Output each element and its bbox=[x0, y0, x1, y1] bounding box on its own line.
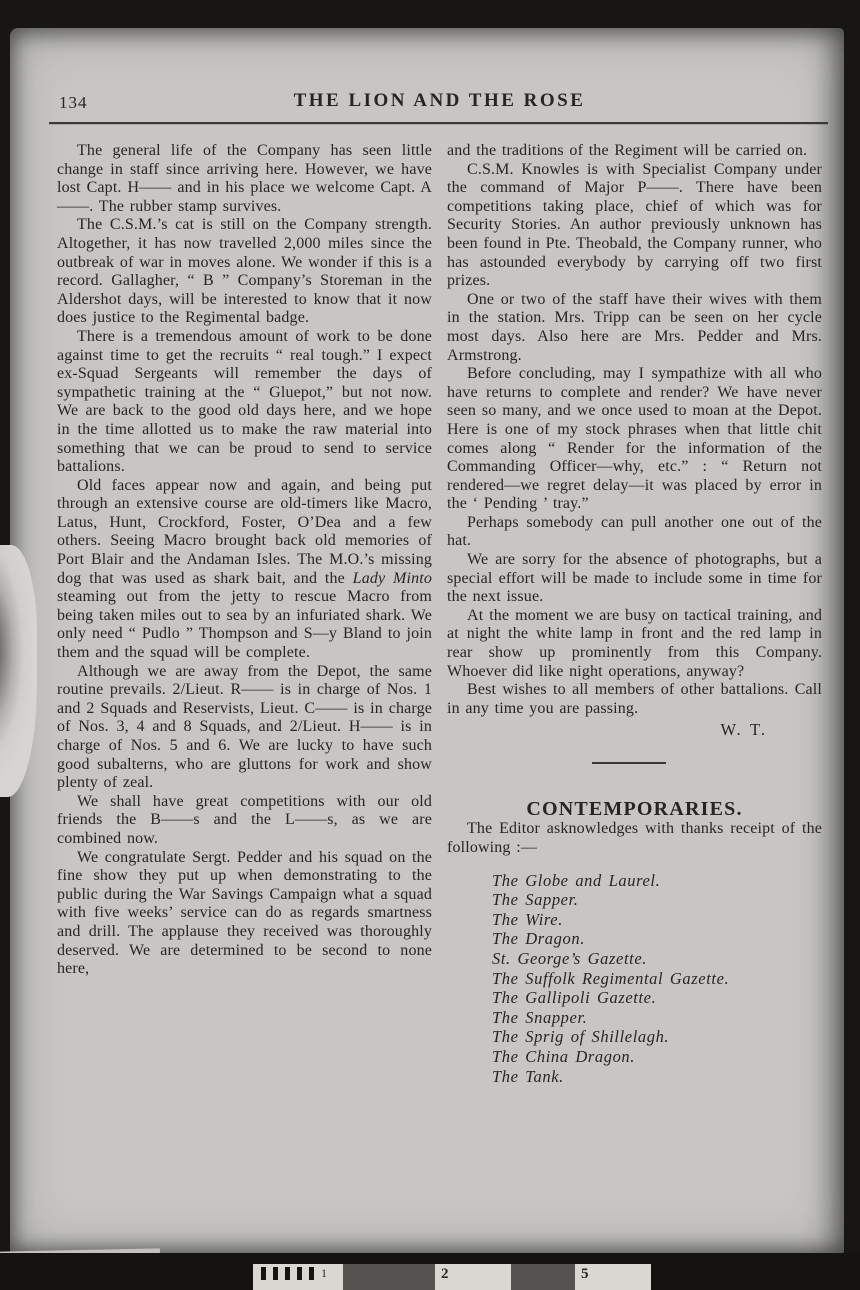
page-number: 134 bbox=[59, 93, 88, 112]
paragraph-continuation: and the traditions of the Regiment will be carried on. bbox=[447, 142, 808, 159]
paragraph: At the moment we are busy on tactical training, and at night the white lamp in front and the red lamp in rear show up prominently from this Company. Whoever did like night operations, anyway? bbox=[447, 606, 822, 680]
contemporaries-heading: CONTEMPORARIES. bbox=[526, 798, 743, 820]
paragraph-text: Old faces appear now and again, and being put through an extensive course are old-timers like Macro, Latus, Hunt, Crockford, Foster, O’Dea and a few others. Seeing Macro brought back old memories of Port Blair and the Andaman Isles. The M.O.’s missing dog that was used as shark bait, and the bbox=[57, 476, 432, 587]
paragraph: Best wishes to all members of other battalions. Call in any time you are passing. bbox=[447, 681, 822, 717]
paragraph: C.S.M. Knowles is with Specialist Company under the command of Major P——. There have been competitions taking place, chief of which was for Security Stories. An author previously unknown has been found in Pte. Theobald, the Company runner, who has astounded everybody by carrying off two first prizes. bbox=[447, 160, 822, 290]
ruler-tick bbox=[261, 1267, 266, 1280]
two-column-body bbox=[57, 142, 822, 1086]
header-rule bbox=[49, 122, 828, 124]
list-item: The Sprig of Shillelagh. bbox=[492, 1027, 670, 1047]
author-signature: W. T. bbox=[720, 720, 767, 740]
list-item: The Gallipoli Gazette. bbox=[492, 988, 657, 1008]
ruler-dark-segment bbox=[343, 1264, 435, 1290]
paragraph: The C.S.M.’s cat is still on the Company strength. Altogether, it has now travelled 2,000 miles since the outbreak of war in moves alone. We wonder if this is a record. Gallagher, “ B ” Company’s Storeman in the Aldershot days, will be interested to know that it now does justice to the Regimental badge. bbox=[57, 216, 432, 327]
ruler-tick bbox=[309, 1267, 314, 1280]
page-header bbox=[57, 90, 822, 116]
page-content bbox=[57, 28, 822, 1086]
paragraph bbox=[57, 477, 432, 663]
list-item: The Snapper. bbox=[492, 1007, 588, 1027]
paragraph: The general life of the Company has seen little change in staff since arriving here. However, we have lost Capt. H—— and in his place we welcome Capt. A——. The rubber stamp survives. bbox=[57, 142, 432, 215]
paragraph: Perhaps somebody can pull another one out of the hat. bbox=[447, 513, 822, 550]
paragraph: Although we are away from the Depot, the same routine prevails. 2/Lieut. R—— is in charge of Nos. 1 and 2 Squads and Reservists, Lieut. C—— is in charge of Nos. 3, 4 and 8 Squads, and 2/Lieut. H—— is in charge of Nos. 5 and 6. We are lucky to have such good subalterns, who are gluttons for work and show plenty of zeal. bbox=[57, 662, 432, 792]
ruler-number: 1 bbox=[321, 1266, 327, 1280]
list-item: The China Dragon. bbox=[492, 1046, 636, 1066]
text-column-right bbox=[447, 142, 822, 1086]
ruler-tick bbox=[273, 1267, 278, 1280]
paragraph: We are sorry for the absence of photographs, but a special effort will be made to include some in time for the next issue. bbox=[447, 551, 822, 606]
ruler-tick bbox=[285, 1267, 290, 1280]
ship-name-italic: Lady Minto bbox=[352, 569, 433, 587]
list-item: The Dragon. bbox=[492, 929, 585, 949]
list-item: The Tank. bbox=[492, 1066, 564, 1086]
bottom-scan-band bbox=[0, 1253, 860, 1290]
paragraph: Before concluding, may I sympathize with all who have returns to complete and render? We have never seen so many, and we once used to moan at the Depot. Here is one of my stock phrases when that little chit comes along “ Render for the information of the Commanding Officer—why, etc.” : “ Return not rendered—we regret delay—it was placed by error in the ‘ Pending ’ tray.” bbox=[447, 365, 822, 513]
contemporaries-intro: The Editor asknowledges with thanks receipt of the following :— bbox=[447, 819, 822, 856]
paragraph: One or two of the staff have their wives with them in the station. Mrs. Tripp can be seen on her cycle most days. Also here are Mrs. Pedder and Mrs. Armstrong. bbox=[447, 290, 822, 364]
ruler-tick bbox=[297, 1267, 302, 1280]
list-item: The Wire. bbox=[492, 909, 563, 929]
paragraph: We congratulate Sergt. Pedder and his squad on the fine show they put up when demonstrating to the public during the War Savings Campaign what a squad with five weeks’ service can do as regards smartness and drill. The applause they received was thoroughly deserved. We are determined to be second to none here, bbox=[57, 848, 432, 978]
ruler-number-segment: 5 bbox=[575, 1264, 651, 1290]
text-column-left bbox=[57, 142, 432, 1086]
ruler-tick-segment bbox=[253, 1264, 343, 1290]
list-item: The Sapper. bbox=[492, 890, 579, 910]
list-item: St. George’s Gazette. bbox=[492, 948, 647, 968]
scan-ruler bbox=[253, 1264, 651, 1290]
list-item: The Globe and Laurel. bbox=[492, 870, 661, 890]
section-divider-rule bbox=[592, 762, 666, 764]
list-item: The Suffolk Regimental Gazette. bbox=[492, 968, 730, 988]
paragraph: We shall have great competitions with our old friends the B——s and the L——s, as we are combined now. bbox=[57, 792, 432, 847]
paragraph: There is a tremendous amount of work to be done against time to get the recruits “ real tough.” I expect ex-Squad Sergeants will remember the days of sympathetic training at the “ Gluepot,” but not now. We are back to the good old days here, and we hope in the time allotted us to make the raw material into something that we can be proud to send to service battalions. bbox=[57, 327, 432, 476]
journal-title: THE LION AND THE ROSE bbox=[293, 90, 586, 111]
scanned-page bbox=[10, 28, 844, 1254]
ruler-dark-segment bbox=[511, 1264, 575, 1290]
contemporaries-list bbox=[447, 871, 822, 1087]
paragraph-text: steaming out from the jetty to rescue Macro from being taken miles out to sea by an infuriated shark. We only need “ Pudlo ” Thompson and S—y Bland to join them and the squad will be complete. bbox=[57, 588, 432, 662]
ruler-number-segment: 2 bbox=[435, 1264, 511, 1290]
